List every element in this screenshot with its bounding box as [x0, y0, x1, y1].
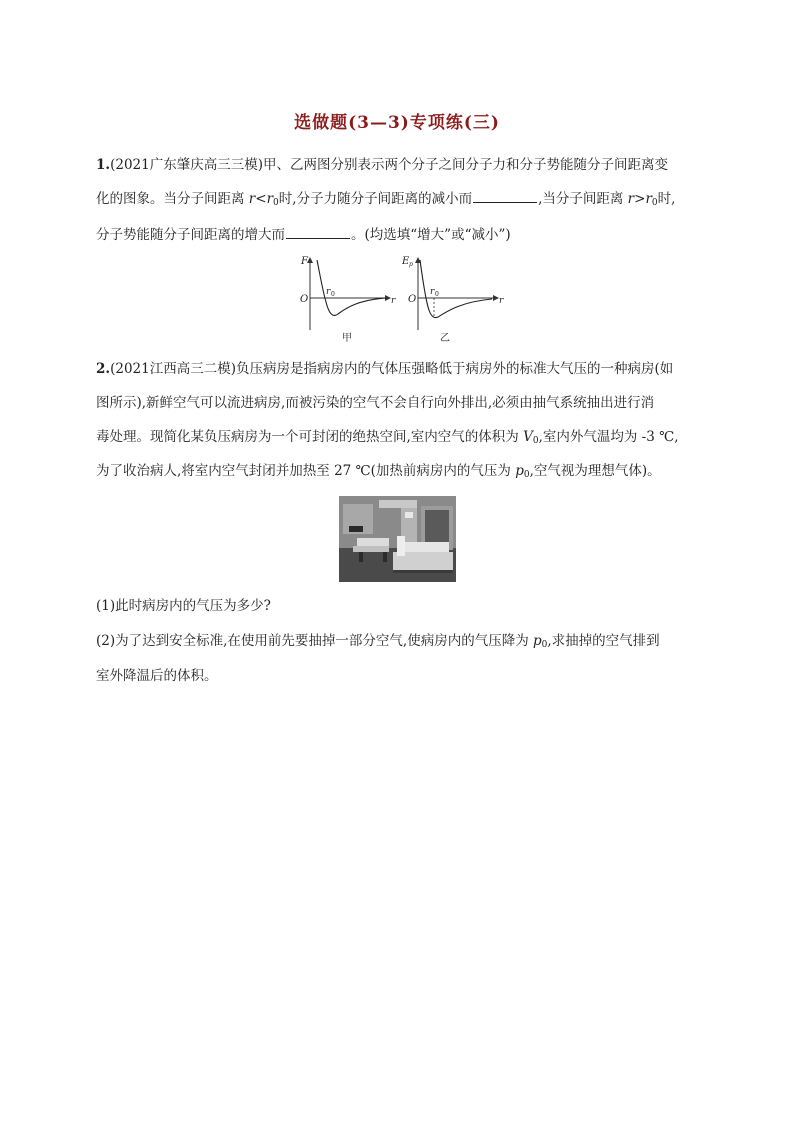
q1-line-2	[96, 190, 675, 212]
q2-line-1	[96, 360, 673, 378]
q1-text-2d: 时,	[657, 191, 676, 207]
answer-blank-2[interactable]	[286, 226, 350, 239]
graph-jia-r0-sub: 0	[331, 291, 335, 298]
q2-sub2-text-b: ,求抽掉的空气排到	[547, 633, 660, 649]
sub-0: 0	[273, 198, 279, 208]
q1-text-3b: 。(均选填“增大”或“减小”)	[351, 227, 511, 243]
sub-0: 0	[541, 640, 548, 650]
q1-number: 1.	[96, 157, 111, 173]
q1-line-1	[96, 156, 668, 174]
q2-text-1: (2021江西高三二模)负压病房是指病房内的气体压强略低于病房外的标准大气压的一种病房(如	[110, 361, 674, 377]
graph-jia-ylabel: F	[301, 256, 308, 267]
graph-yi-origin: O	[408, 294, 417, 305]
q2-line-2	[96, 394, 654, 412]
var-r: r	[627, 191, 635, 207]
q1-text-2b: 时,分子力随分子间距离的减小而	[278, 191, 473, 207]
q2-text-4b: ,空气视为理想气体)。	[529, 463, 661, 479]
q2-text-2: 图所示),新鲜空气可以流进病房,而被污染的空气不会自行向外排出,必须由抽气系统抽出进行消	[96, 395, 655, 411]
var-r0: r	[645, 191, 652, 207]
q2-sub2-text-c: 室外降温后的体积。	[96, 668, 218, 684]
q2-sub2-line-2	[96, 667, 218, 685]
q2-sub2-text-a: (2)为了达到安全标准,在使用前先要抽掉一部分空气,使病房内的气压降为	[96, 633, 533, 649]
graph-jia-xlabel: r	[391, 296, 396, 306]
q1-text-3a: 分子势能随分子间距离的增大而	[96, 227, 285, 243]
graph-yi-ylabel: E	[402, 256, 410, 267]
q2-sub1	[96, 597, 271, 615]
q2-text-4a: 为了收治病人,将室内空气封闭并加热至 27 ℃(加热前病房内的气压为	[96, 463, 516, 479]
graph-jia-origin: O	[300, 294, 309, 305]
q2-number: 2.	[96, 361, 111, 377]
q1-source: (2021广东肇庆高三三模)	[110, 157, 263, 173]
graph-yi-caption: 乙	[440, 333, 450, 344]
var-r: r	[248, 191, 256, 207]
graph-jia-caption: 甲	[342, 333, 352, 344]
q2-line-4	[96, 462, 661, 484]
var-r0: r	[266, 191, 274, 207]
less-than: <	[255, 191, 267, 207]
q1-text-1: 甲、乙两图分别表示两个分子之间分子力和分子势能随分子间距离变	[262, 157, 668, 173]
graph-yi	[398, 252, 508, 344]
page-title: 选做题(3—3)专项练(三)	[294, 113, 500, 133]
sub-0: 0	[651, 198, 658, 208]
q2-sub2-line-1	[96, 632, 660, 654]
graph-yi-xlabel: r	[499, 296, 504, 306]
graph-jia-r0: r	[326, 287, 331, 297]
greater-than: >	[634, 191, 646, 207]
q2-sub1-text: (1)此时病房内的气压为多少?	[96, 598, 271, 614]
graph-yi-ysub: p	[409, 261, 413, 268]
var-p: p	[533, 633, 542, 649]
hospital-room-photo	[339, 496, 456, 582]
q2-line-3	[96, 428, 679, 450]
q1-text-2c: ,当分子间距离	[538, 191, 628, 207]
sub-0: 0	[532, 436, 539, 446]
q2-text-3b: ,室内外气温均为 -3 ℃,	[538, 429, 679, 445]
graph-jia	[290, 252, 400, 344]
var-V: V	[523, 429, 533, 445]
graph-yi-r0-sub: 0	[435, 291, 439, 298]
q2-text-3a: 毒处理。现简化某负压病房为一个可封闭的绝热空间,室内空气的体积为	[96, 429, 524, 445]
q1-line-3	[96, 226, 511, 244]
graph-yi-r0: r	[430, 287, 435, 297]
answer-blank-1[interactable]	[473, 190, 537, 203]
var-p: p	[515, 463, 524, 479]
sub-0: 0	[523, 470, 530, 480]
q1-text-2a: 化的图象。当分子间距离	[96, 191, 249, 207]
